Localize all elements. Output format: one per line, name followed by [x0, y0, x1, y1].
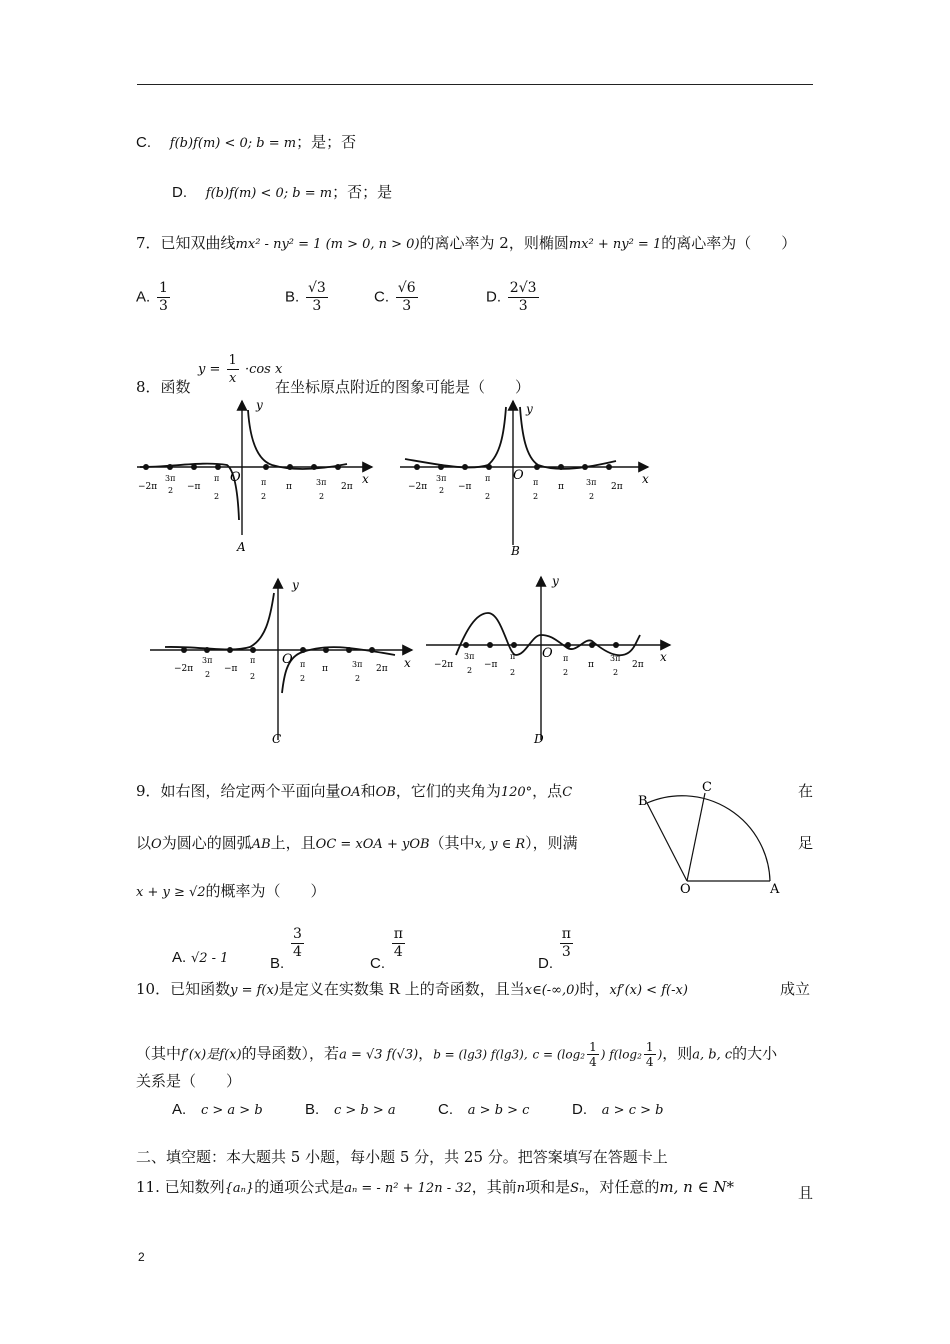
- q9-zai: 在: [798, 782, 814, 800]
- svg-text:−π: −π: [484, 660, 498, 670]
- svg-text:2: 2: [613, 668, 619, 677]
- svg-text:2: 2: [261, 492, 267, 501]
- svg-text:π: π: [300, 660, 306, 669]
- q6-option-c: C. f(b)f(m) < 0; b = m；是；否: [136, 133, 357, 151]
- svg-text:π: π: [533, 478, 539, 487]
- svg-text:C: C: [702, 780, 712, 795]
- svg-text:y: y: [526, 402, 533, 416]
- svg-text:2: 2: [250, 672, 256, 681]
- svg-text:O: O: [230, 470, 241, 485]
- q10-line2: （其中f′(x)是f(x)的导函数），若a = √3 f(√3)，b = (lg3) f(lg3), c = (log₂ $\frac{1}{4}$ ) f(log₂ $\frac{1}{4}$ )，则a, b, c的大小: [136, 1040, 778, 1069]
- svg-text:2π: 2π: [341, 482, 353, 492]
- svg-text:2: 2: [467, 666, 473, 675]
- svg-text:3π: 3π: [352, 660, 363, 669]
- svg-text:π: π: [261, 478, 267, 487]
- q10-line1: 10．已知函数y = f(x)是定义在实数集 R 上的奇函数，且当x∈(-∞,0)时，xf′(x) < f(-x): [136, 980, 688, 998]
- svg-text:−π: −π: [224, 664, 238, 674]
- svg-text:3π: 3π: [464, 652, 475, 661]
- svg-text:−π: −π: [458, 482, 472, 492]
- svg-text:π: π: [322, 664, 328, 674]
- svg-text:x: x: [642, 472, 649, 486]
- q9-option-a: A. √2 - 1: [172, 949, 229, 966]
- svg-text:π: π: [250, 656, 256, 665]
- svg-text:y: y: [292, 578, 299, 592]
- graph-b: [400, 401, 649, 558]
- section-2-heading: 二、填空题：本大题共 5 小题，每小题 5 分，共 25 分。把答案填写在答题卡上: [136, 1148, 668, 1166]
- svg-text:3π: 3π: [586, 478, 597, 487]
- q10-line1-end: 成立: [780, 980, 811, 998]
- q9-line3: x + y ≥ √2的概率为（ ）: [136, 882, 326, 900]
- svg-text:π: π: [510, 652, 516, 661]
- q9-line2: 以O为圆心的圆弧AB上，且OC = xOA + yOB（其中x, y ∈ R），则满: [136, 834, 578, 852]
- svg-text:3π: 3π: [165, 474, 176, 483]
- graph-a: [137, 398, 372, 554]
- svg-text:C: C: [272, 732, 282, 746]
- svg-text:−π: −π: [187, 482, 201, 492]
- svg-text:π: π: [214, 474, 220, 483]
- svg-text:2: 2: [510, 668, 516, 677]
- graph-c: [150, 578, 412, 746]
- svg-text:y: y: [256, 398, 263, 412]
- svg-text:3π: 3π: [610, 654, 621, 663]
- header-rule: [137, 84, 813, 85]
- svg-text:2: 2: [589, 492, 595, 501]
- q9-option-b: B. $\frac{3}{4}$: [270, 926, 302, 972]
- svg-text:2: 2: [319, 492, 325, 501]
- q10-option-d: D. a > c > b: [572, 1101, 664, 1118]
- svg-text:2: 2: [533, 492, 539, 501]
- svg-text:π: π: [558, 482, 564, 492]
- q11-end: 且: [798, 1184, 814, 1202]
- q7-option-c: C. $\frac{√6}{3}$: [374, 280, 416, 314]
- svg-text:y: y: [552, 574, 559, 588]
- svg-text:x: x: [362, 472, 369, 486]
- q9-option-c: C. $\frac{\pi}{4}$: [370, 926, 403, 972]
- svg-text:2: 2: [485, 492, 491, 501]
- svg-text:π: π: [286, 482, 292, 492]
- q9-zu: 足: [798, 834, 814, 852]
- svg-text:x: x: [660, 650, 667, 664]
- graph-d: [426, 574, 670, 746]
- svg-text:x: x: [404, 656, 411, 670]
- q8-stem-tail: 在坐标原点附近的图象可能是（ ）: [275, 378, 531, 396]
- q9-figure: [630, 775, 790, 895]
- q10-option-c: C. a > b > c: [438, 1101, 530, 1118]
- svg-text:π: π: [485, 474, 491, 483]
- q7-option-a: A. $\frac{1}{3}$: [136, 280, 168, 314]
- svg-text:3π: 3π: [316, 478, 327, 487]
- svg-text:2: 2: [205, 670, 211, 679]
- q7-option-b: B. $\frac{√3}{3}$: [285, 280, 326, 314]
- svg-text:π: π: [563, 654, 569, 663]
- svg-text:A: A: [237, 540, 246, 554]
- q7-stem: 7．已知双曲线mx² - ny² = 1 (m > 0, n > 0)的离心率为 2，则椭圆mx² + ny² = 1的离心率为（ ）: [136, 234, 797, 252]
- svg-text:O: O: [282, 652, 293, 667]
- q8-function: y = $\frac{1}{x}$ ·cos x: [198, 353, 283, 386]
- svg-text:2π: 2π: [376, 664, 388, 674]
- q8-graphs: [132, 395, 672, 765]
- svg-text:2π: 2π: [611, 482, 623, 492]
- svg-text:B: B: [638, 794, 648, 809]
- svg-text:−2π: −2π: [138, 482, 158, 492]
- svg-text:2: 2: [355, 674, 361, 683]
- svg-text:2: 2: [439, 486, 445, 495]
- q11-stem: 11. 已知数列{aₙ}的通项公式是aₙ = - n² + 12n - 32，其前n项和是Sₙ，对任意的m, n ∈ N*: [136, 1178, 735, 1196]
- svg-text:D: D: [534, 732, 544, 746]
- q6-option-d: D. f(b)f(m) < 0; b = m；否；是: [172, 183, 393, 201]
- svg-text:2: 2: [214, 492, 220, 501]
- svg-text:O: O: [680, 882, 691, 895]
- svg-text:π: π: [588, 660, 594, 670]
- q7-option-d: D. $\frac{2√3}{3}$: [486, 280, 537, 314]
- page-number: 2: [138, 1250, 145, 1264]
- svg-text:2π: 2π: [632, 660, 644, 670]
- q10-line3: 关系是（ ）: [136, 1072, 242, 1090]
- svg-text:2: 2: [168, 486, 174, 495]
- svg-text:−2π: −2π: [174, 664, 194, 674]
- q10-option-a: A. c > a > b: [172, 1101, 263, 1118]
- q9-line1: 9．如右图，给定两个平面向量OA和OB，它们的夹角为120°，点C: [136, 782, 573, 800]
- q10-option-b: B. c > b > a: [305, 1101, 396, 1118]
- svg-text:3π: 3π: [202, 656, 213, 665]
- svg-text:−2π: −2π: [408, 482, 428, 492]
- svg-text:−2π: −2π: [434, 660, 454, 670]
- svg-text:2: 2: [563, 668, 569, 677]
- svg-text:A: A: [770, 882, 780, 895]
- svg-text:O: O: [513, 468, 524, 483]
- svg-text:2: 2: [300, 674, 306, 683]
- svg-text:3π: 3π: [436, 474, 447, 483]
- svg-text:O: O: [542, 646, 553, 661]
- q9-option-d: D. $\frac{\pi}{3}$: [538, 926, 571, 972]
- svg-text:B: B: [511, 544, 520, 558]
- q8-stem: 8．函数: [136, 378, 191, 396]
